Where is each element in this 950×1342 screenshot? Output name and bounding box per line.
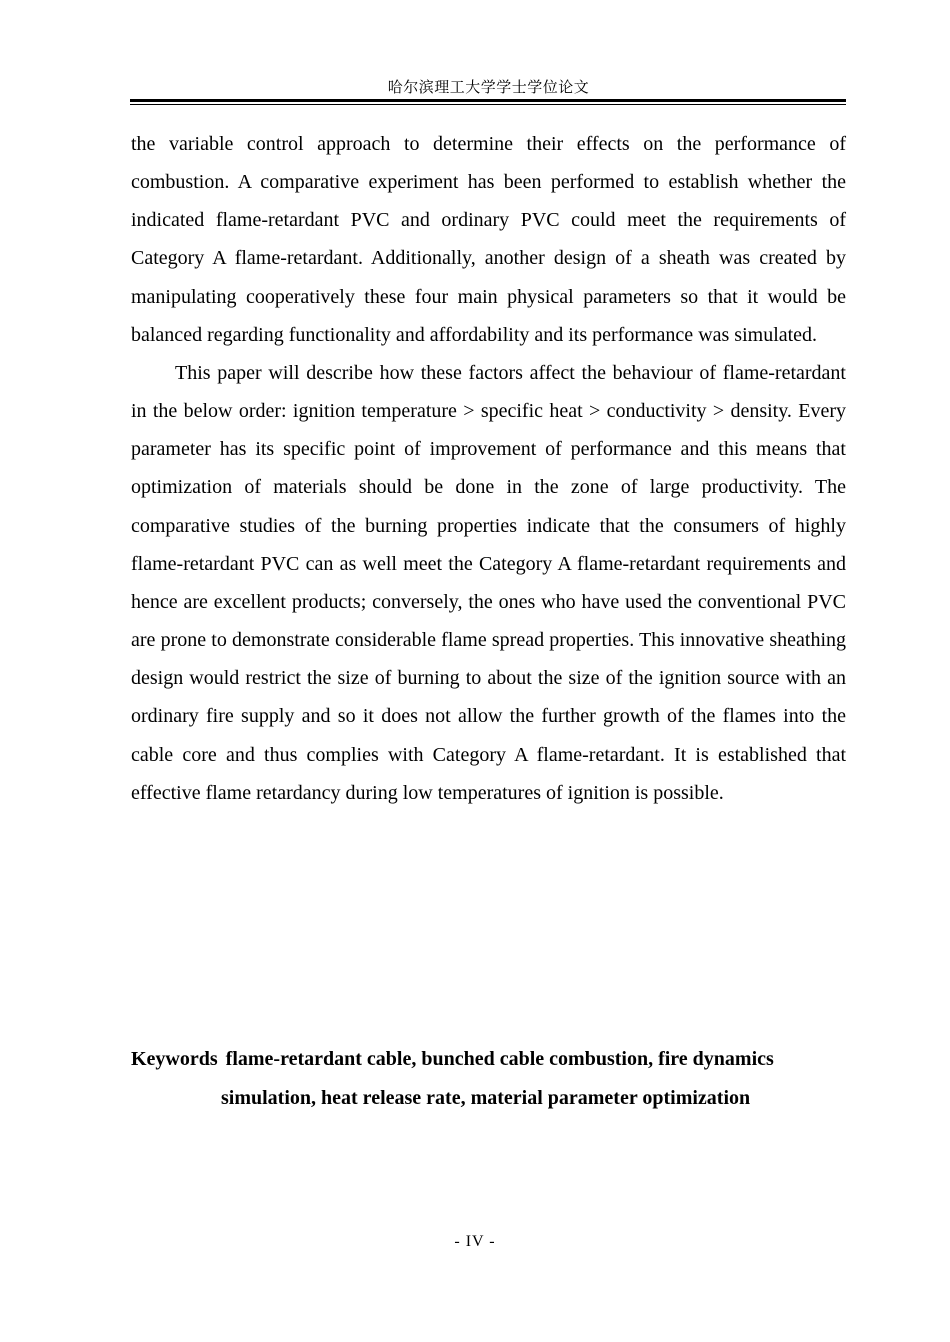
paragraph-1: the variable control approach to determine their effects on the performance of combustion. A comparative experiment has been performed to establish whether the indicated flame-retardant PVC and ordinary PVC could meet the requirements of Category A flame-retardant. Additionally, another design of a sheath was created by manipulating cooperatively these four main physical parameters so that it would be balanced regarding functionality and affordability and its performance was simulated.	[131, 133, 846, 346]
header-rule-thick	[130, 99, 846, 102]
body-text	[131, 125, 846, 812]
keywords-text: flame-retardant cable, bunched cable combustion, fire dynamics simulation, heat release rate, material parameter optimization	[221, 1048, 774, 1109]
keywords-section	[131, 1040, 846, 1118]
paragraph-2: This paper will describe how these factors affect the behaviour of flame-retardant in the below order: ignition temperature > specific heat > conductivity > density. Every parameter has its specific point of improvement of performance and this means that optimization of materials should be done in the zone of large productivity. The comparative studies of the burning properties indicate that the consumers of highly flame-retardant PVC can as well meet the Category A flame-retardant requirements and hence are excellent products; conversely, the ones who have used the conventional PVC are prone to demonstrate considerable flame spread properties. This innovative sheathing design would restrict the size of burning to about the size of the ignition source with an ordinary fire supply and so it does not allow the further growth of the flames into the cable core and thus complies with Category A flame-retardant. It is established that effective flame retardancy during low temperatures of ignition is possible.	[131, 361, 846, 804]
header-rule-thin	[130, 104, 846, 105]
page-header: 哈尔滨理工大学学士学位论文	[387, 80, 590, 96]
page-number: - IV -	[454, 1233, 496, 1250]
keywords-label: Keywords	[131, 1048, 218, 1070]
